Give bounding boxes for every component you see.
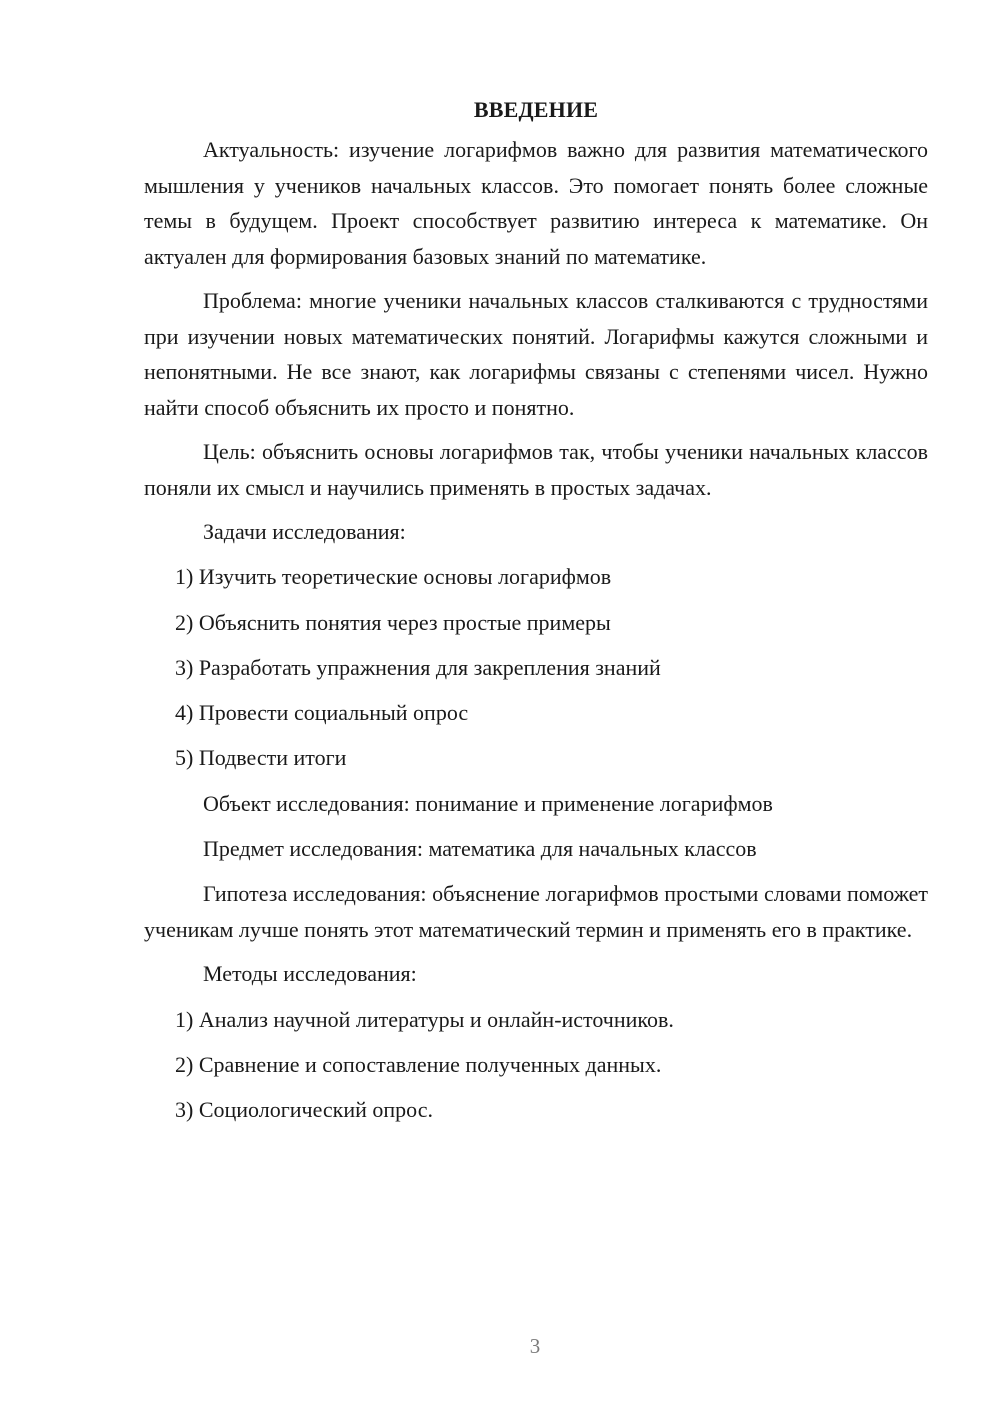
method-item: 2) Сравнение и сопоставление полученных данных. [175,1051,662,1077]
methods-heading: Методы исследования: [203,961,417,987]
subject-line: Предмет исследования: математика для начальных классов [203,836,757,862]
goal-paragraph: Цель: объяснить основы логарифмов так, чтобы ученики начальных классов поняли их смысл и научились применять в простых задачах. [144,439,928,500]
task-item: 5) Подвести итоги [175,745,347,771]
method-item: 1) Анализ научной литературы и онлайн-источников. [175,1006,674,1032]
task-item: 2) Объяснить понятия через простые примеры [175,609,611,635]
tasks-heading: Задачи исследования: [203,519,406,544]
relevance-paragraph: Актуальность: изучение логарифмов важно для развития математического мышления у учеников начальных классов. Это помогает понять более сложные темы в будущем. Проект способствует развитию интереса к математике. Он актуален для формирования базовых знаний по математике. [144,137,928,269]
document-page [144,92,928,1138]
method-item: 3) Социологический опрос. [175,1097,433,1123]
page-number: 3 [529,1334,541,1358]
task-item: 3) Разработать упражнения для закрепления знаний [175,654,661,680]
object-line: Объект исследования: понимание и применение логарифмов [203,790,773,816]
task-item: 1) Изучить теоретические основы логарифмов [175,564,612,590]
task-item: 4) Провести социальный опрос [175,700,469,726]
section-title: ВВЕДЕНИЕ [473,97,599,122]
hypothesis-paragraph: Гипотеза исследования: объяснение логарифмов простыми словами поможет ученикам лучше понять этот математический термин и применять его в практике. [144,881,928,942]
problem-paragraph: Проблема: многие ученики начальных классов сталкиваются с трудностями при изучении новых математических понятий. Логарифмы кажутся сложными и непонятными. Не все знают, как логарифмы связаны с степенями чисел. Нужно найти способ объяснить их просто и понятно. [144,288,928,420]
